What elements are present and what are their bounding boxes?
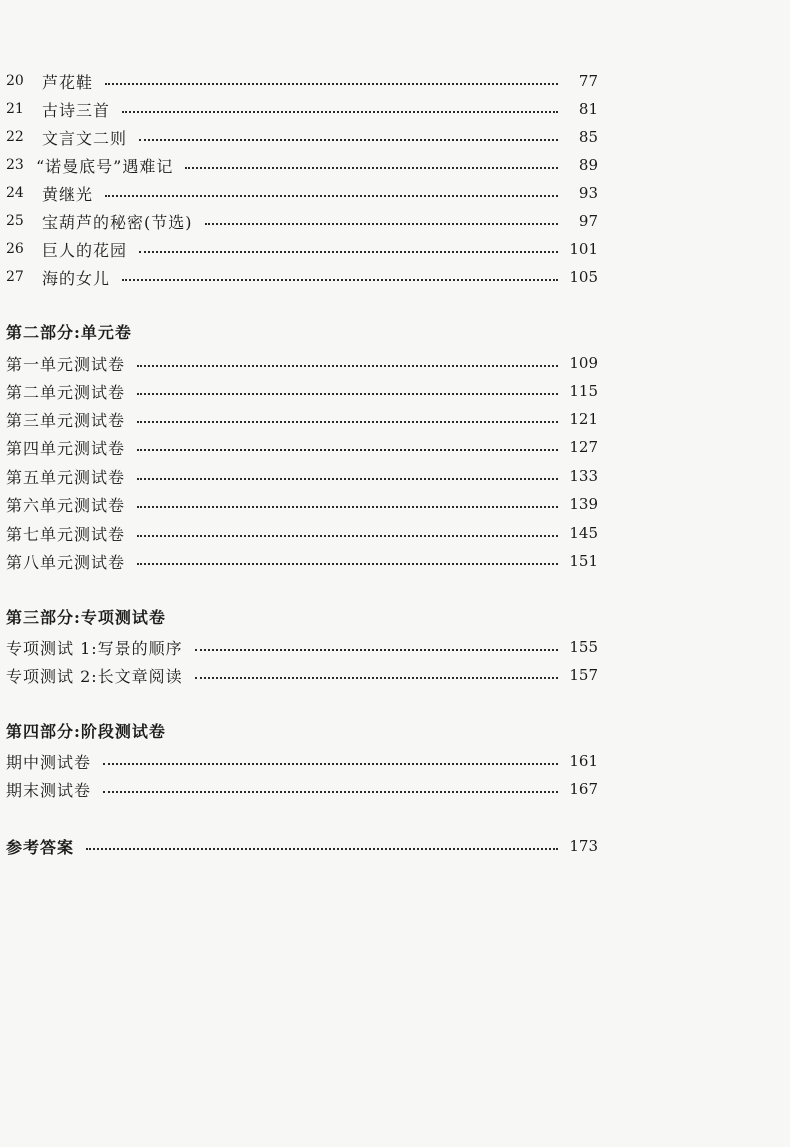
page-number: 89 xyxy=(578,156,598,174)
dot-leader xyxy=(139,251,558,253)
page-number: 97 xyxy=(578,212,598,230)
lesson-number: 26 xyxy=(6,241,24,257)
dot-leader xyxy=(137,478,558,480)
page-number: 109 xyxy=(569,354,598,372)
dot-leader xyxy=(137,535,558,537)
toc-entry[interactable] xyxy=(6,748,598,774)
entry-title: 专项测试 2:长文章阅读 xyxy=(6,666,183,686)
entry-title: 第四单元测试卷 xyxy=(6,438,126,458)
dot-leader xyxy=(103,791,558,793)
entry-title: 专项测试 1:写景的顺序 xyxy=(6,638,183,658)
toc-entry[interactable] xyxy=(6,378,598,404)
toc-entry[interactable] xyxy=(6,180,598,206)
dot-leader xyxy=(137,365,558,367)
page-number: 161 xyxy=(569,752,598,770)
entry-title: 期中测试卷 xyxy=(6,752,92,772)
toc-entry-answers[interactable] xyxy=(6,833,598,859)
toc-entry[interactable] xyxy=(6,520,598,546)
entry-title: 第三单元测试卷 xyxy=(6,410,126,430)
dot-leader xyxy=(195,677,558,679)
toc-entry[interactable] xyxy=(6,236,598,262)
lesson-title: 海的女儿 xyxy=(42,268,111,288)
dot-leader xyxy=(137,421,558,423)
page-number: 133 xyxy=(569,467,598,485)
lesson-title: 巨人的花园 xyxy=(42,240,128,260)
entry-title: 第六单元测试卷 xyxy=(6,495,126,515)
dot-leader xyxy=(185,167,558,169)
page-number: 151 xyxy=(569,552,598,570)
dot-leader xyxy=(195,649,558,651)
dot-leader xyxy=(122,111,558,113)
toc-entry[interactable] xyxy=(6,124,598,150)
toc-entry[interactable] xyxy=(6,96,598,122)
page-number: 101 xyxy=(569,240,598,258)
toc-entry[interactable] xyxy=(6,68,598,94)
dot-leader xyxy=(137,449,558,451)
dot-leader xyxy=(105,195,558,197)
entry-title: 参考答案 xyxy=(6,837,75,857)
toc-entry[interactable] xyxy=(6,152,598,178)
dot-leader xyxy=(205,223,559,225)
entry-title: 期末测试卷 xyxy=(6,780,92,800)
entry-title: 第七单元测试卷 xyxy=(6,524,126,544)
dot-leader xyxy=(137,563,558,565)
entry-title: 第八单元测试卷 xyxy=(6,552,126,572)
dot-leader xyxy=(137,393,558,395)
lesson-title: 黄继光 xyxy=(42,184,94,204)
lesson-title: 宝葫芦的秘密(节选) xyxy=(42,212,193,232)
entry-title: 第一单元测试卷 xyxy=(6,354,126,374)
toc-entry[interactable] xyxy=(6,406,598,432)
lesson-number: 22 xyxy=(6,129,24,145)
page-number: 127 xyxy=(569,438,598,456)
dot-leader xyxy=(105,83,558,85)
toc-entry[interactable] xyxy=(6,208,598,234)
dot-leader xyxy=(103,763,558,765)
toc-entry[interactable] xyxy=(6,463,598,489)
page-number: 121 xyxy=(569,410,598,428)
lesson-number: 20 xyxy=(6,73,24,89)
toc-entry[interactable] xyxy=(6,548,598,574)
lesson-title: 古诗三首 xyxy=(42,100,111,120)
toc-entry[interactable] xyxy=(6,350,598,376)
section-heading-part4: 第四部分:阶段测试卷 xyxy=(6,722,166,741)
toc-entry[interactable] xyxy=(6,264,598,290)
dot-leader xyxy=(137,506,558,508)
page-number: 105 xyxy=(569,268,598,286)
page-number: 155 xyxy=(569,638,598,656)
lesson-title: “诺曼底号”遇难记 xyxy=(36,156,174,176)
lesson-title: 芦花鞋 xyxy=(42,72,94,92)
section-heading-part2: 第二部分:单元卷 xyxy=(6,323,132,342)
page-number: 115 xyxy=(569,382,598,400)
page-number: 167 xyxy=(569,780,598,798)
page-number: 85 xyxy=(578,128,598,146)
page-number: 173 xyxy=(569,837,598,855)
dot-leader xyxy=(86,848,558,850)
lesson-title: 文言文二则 xyxy=(42,128,128,148)
toc-entry[interactable] xyxy=(6,491,598,517)
page-number: 93 xyxy=(578,184,598,202)
lesson-number: 25 xyxy=(6,213,24,229)
page-number: 77 xyxy=(578,72,598,90)
page-number: 81 xyxy=(578,100,598,118)
page-number: 157 xyxy=(569,666,598,684)
dot-leader xyxy=(122,279,558,281)
page-number: 145 xyxy=(569,524,598,542)
lesson-number: 23 xyxy=(6,157,24,173)
lesson-number: 21 xyxy=(6,101,24,117)
toc-entry[interactable] xyxy=(6,776,598,802)
toc-entry[interactable] xyxy=(6,634,598,660)
dot-leader xyxy=(139,139,558,141)
lesson-number: 24 xyxy=(6,185,24,201)
lesson-number: 27 xyxy=(6,269,24,285)
entry-title: 第二单元测试卷 xyxy=(6,382,126,402)
section-heading-part3: 第三部分:专项测试卷 xyxy=(6,608,166,627)
toc-entry[interactable] xyxy=(6,662,598,688)
entry-title: 第五单元测试卷 xyxy=(6,467,126,487)
toc-entry[interactable] xyxy=(6,434,598,460)
page-number: 139 xyxy=(569,495,598,513)
